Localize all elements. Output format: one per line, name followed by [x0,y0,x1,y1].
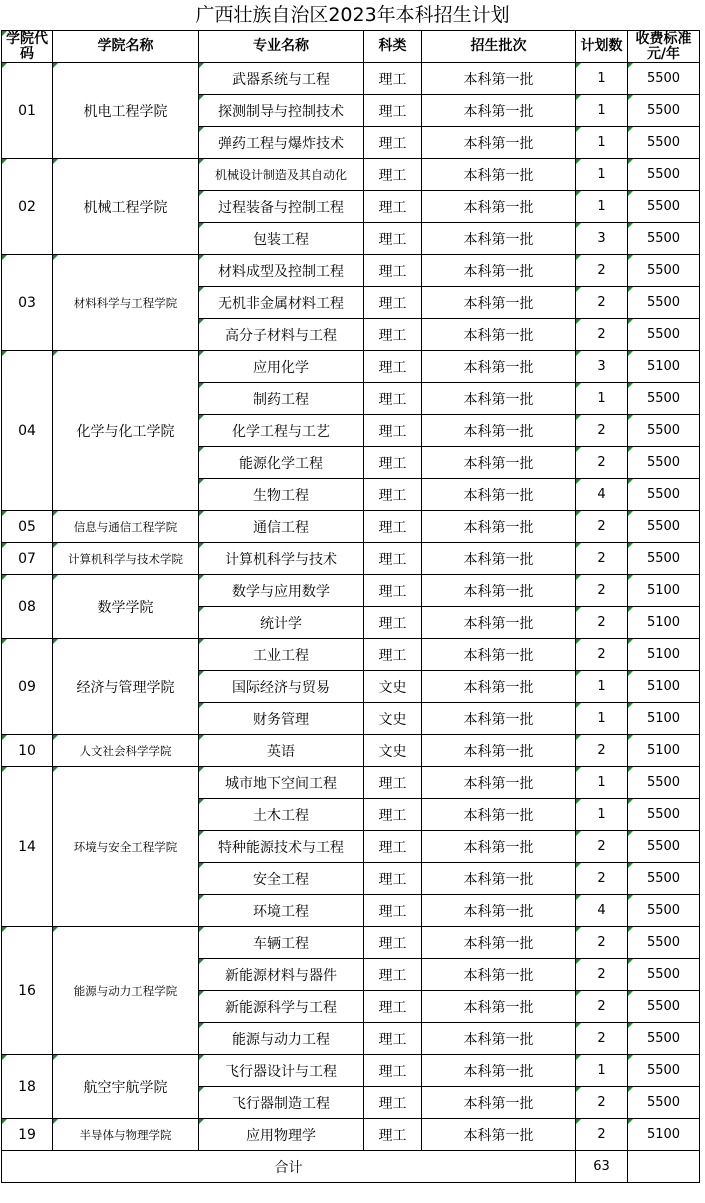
plan-count-cell: 2 [576,447,628,479]
college-name-cell: 环境与安全工程学院 [53,767,199,927]
batch-cell: 本科第一批 [422,991,576,1023]
plan-count-cell: 1 [576,159,628,191]
plan-count-cell: 1 [576,1055,628,1087]
table-row [2,159,700,191]
college-name-cell: 化学与化工学院 [53,351,199,511]
college-code-cell: 14 [2,767,53,927]
college-name-cell: 数学学院 [53,575,199,639]
plan-count-cell: 2 [576,1119,628,1151]
fee-cell: 5500 [628,1023,700,1055]
table-row [2,767,700,799]
batch-cell: 本科第一批 [422,703,576,735]
college-name-cell: 材料科学与工程学院 [53,255,199,351]
fee-cell: 5500 [628,831,700,863]
batch-cell: 本科第一批 [422,607,576,639]
plan-count-cell: 4 [576,479,628,511]
batch-cell: 本科第一批 [422,895,576,927]
college-name-cell: 航空宇航学院 [53,1055,199,1119]
header-code: 学院代码 [2,31,53,63]
major-name-cell: 包装工程 [199,223,364,255]
subject-cell: 理工 [364,415,422,447]
major-name-cell: 数学与应用数学 [199,575,364,607]
fee-cell: 5500 [628,991,700,1023]
college-name-cell: 半导体与物理学院 [53,1119,199,1151]
batch-cell: 本科第一批 [422,959,576,991]
table-row [2,63,700,95]
major-name-cell: 工业工程 [199,639,364,671]
batch-cell: 本科第一批 [422,383,576,415]
subject-cell: 理工 [364,287,422,319]
fee-cell: 5500 [628,1087,700,1119]
header-major: 专业名称 [199,31,364,63]
college-code-cell: 08 [2,575,53,639]
total-fee-cell [628,1151,700,1183]
batch-cell: 本科第一批 [422,351,576,383]
fee-cell: 5100 [628,1119,700,1151]
plan-count-cell: 2 [576,927,628,959]
fee-cell: 5500 [628,95,700,127]
plan-count-cell: 2 [576,575,628,607]
subject-cell: 理工 [364,191,422,223]
batch-cell: 本科第一批 [422,767,576,799]
major-name-cell: 统计学 [199,607,364,639]
subject-cell: 理工 [364,223,422,255]
subject-cell: 理工 [364,127,422,159]
plan-count-cell: 3 [576,223,628,255]
major-name-cell: 探测制导与控制技术 [199,95,364,127]
college-name-cell: 人文社会科学学院 [53,735,199,767]
plan-count-cell: 1 [576,95,628,127]
table-row [2,575,700,607]
plan-count-cell: 1 [576,767,628,799]
plan-count-cell: 2 [576,1023,628,1055]
major-name-cell: 化学工程与工艺 [199,415,364,447]
fee-cell: 5500 [628,415,700,447]
plan-count-cell: 1 [576,703,628,735]
fee-cell: 5500 [628,799,700,831]
major-name-cell: 应用化学 [199,351,364,383]
total-label-cell: 合计 [2,1151,576,1183]
batch-cell: 本科第一批 [422,511,576,543]
fee-cell: 5500 [628,767,700,799]
major-name-cell: 城市地下空间工程 [199,767,364,799]
major-name-cell: 财务管理 [199,703,364,735]
subject-cell: 理工 [364,991,422,1023]
fee-cell: 5100 [628,735,700,767]
major-name-cell: 环境工程 [199,895,364,927]
subject-cell: 理工 [364,447,422,479]
plan-count-cell: 1 [576,63,628,95]
college-code-cell: 10 [2,735,53,767]
major-name-cell: 新能源材料与器件 [199,959,364,991]
plan-count-cell: 2 [576,287,628,319]
batch-cell: 本科第一批 [422,223,576,255]
major-name-cell: 生物工程 [199,479,364,511]
major-name-cell: 能源化学工程 [199,447,364,479]
batch-cell: 本科第一批 [422,831,576,863]
plan-count-cell: 1 [576,383,628,415]
subject-cell: 理工 [364,831,422,863]
batch-cell: 本科第一批 [422,1023,576,1055]
fee-cell: 5100 [628,639,700,671]
fee-cell: 5500 [628,959,700,991]
fee-cell: 5100 [628,575,700,607]
table-row [2,927,700,959]
plan-count-cell: 1 [576,799,628,831]
college-name-cell: 计算机科学与技术学院 [53,543,199,575]
college-code-cell: 19 [2,1119,53,1151]
batch-cell: 本科第一批 [422,735,576,767]
plan-count-cell: 2 [576,1087,628,1119]
major-name-cell: 飞行器设计与工程 [199,1055,364,1087]
batch-cell: 本科第一批 [422,1087,576,1119]
subject-cell: 理工 [364,255,422,287]
college-code-cell: 18 [2,1055,53,1119]
subject-cell: 理工 [364,1023,422,1055]
subject-cell: 理工 [364,351,422,383]
subject-cell: 理工 [364,1119,422,1151]
header-college: 学院名称 [53,31,199,63]
batch-cell: 本科第一批 [422,639,576,671]
subject-cell: 理工 [364,863,422,895]
major-name-cell: 无机非金属材料工程 [199,287,364,319]
college-name-cell: 经济与管理学院 [53,639,199,735]
subject-cell: 理工 [364,607,422,639]
subject-cell: 理工 [364,479,422,511]
subject-cell: 文史 [364,703,422,735]
subject-cell: 理工 [364,799,422,831]
subject-cell: 理工 [364,927,422,959]
header-fee: 收费标准元/年 [628,31,700,63]
subject-cell: 理工 [364,1055,422,1087]
fee-cell: 5100 [628,351,700,383]
fee-cell: 5500 [628,223,700,255]
major-name-cell: 武器系统与工程 [199,63,364,95]
header-plan: 计划数 [576,31,628,63]
fee-cell: 5500 [628,1055,700,1087]
fee-cell: 5500 [628,159,700,191]
table-row [2,1055,700,1087]
subject-cell: 理工 [364,767,422,799]
plan-count-cell: 2 [576,735,628,767]
fee-cell: 5100 [628,671,700,703]
plan-count-cell: 2 [576,255,628,287]
college-code-cell: 03 [2,255,53,351]
fee-cell: 5100 [628,703,700,735]
header-row [2,31,700,63]
subject-cell: 理工 [364,1087,422,1119]
plan-count-cell: 2 [576,543,628,575]
batch-cell: 本科第一批 [422,159,576,191]
enrollment-plan-table [1,30,700,1183]
fee-cell: 5500 [628,447,700,479]
table-row [2,511,700,543]
page-title: 广西壮族自治区2023年本科招生计划 [195,4,510,26]
fee-cell: 5500 [628,479,700,511]
college-code-cell: 05 [2,511,53,543]
college-name-cell: 能源与动力工程学院 [53,927,199,1055]
college-code-cell: 02 [2,159,53,255]
college-name-cell: 信息与通信工程学院 [53,511,199,543]
plan-count-cell: 2 [576,831,628,863]
fee-cell: 5500 [628,255,700,287]
subject-cell: 理工 [364,319,422,351]
major-name-cell: 高分子材料与工程 [199,319,364,351]
total-plan-cell: 63 [576,1151,628,1183]
batch-cell: 本科第一批 [422,447,576,479]
batch-cell: 本科第一批 [422,319,576,351]
plan-count-cell: 1 [576,191,628,223]
table-row [2,543,700,575]
batch-cell: 本科第一批 [422,191,576,223]
major-name-cell: 机械设计制造及其自动化 [199,159,364,191]
major-name-cell: 土木工程 [199,799,364,831]
major-name-cell: 过程装备与控制工程 [199,191,364,223]
batch-cell: 本科第一批 [422,671,576,703]
batch-cell: 本科第一批 [422,927,576,959]
plan-count-cell: 2 [576,607,628,639]
batch-cell: 本科第一批 [422,543,576,575]
fee-cell: 5500 [628,543,700,575]
college-name-cell: 机械工程学院 [53,159,199,255]
fee-cell: 5500 [628,191,700,223]
plan-count-cell: 2 [576,511,628,543]
fee-cell: 5500 [628,863,700,895]
subject-cell: 理工 [364,639,422,671]
batch-cell: 本科第一批 [422,799,576,831]
subject-cell: 理工 [364,895,422,927]
plan-count-cell: 2 [576,639,628,671]
major-name-cell: 新能源科学与工程 [199,991,364,1023]
college-name-cell: 机电工程学院 [53,63,199,159]
table-body [2,31,700,1183]
fee-cell: 5500 [628,895,700,927]
fee-cell: 5500 [628,383,700,415]
subject-cell: 理工 [364,63,422,95]
subject-cell: 理工 [364,159,422,191]
major-name-cell: 国际经济与贸易 [199,671,364,703]
plan-count-cell: 1 [576,127,628,159]
plan-count-cell: 2 [576,415,628,447]
fee-cell: 5500 [628,287,700,319]
major-name-cell: 弹药工程与爆炸技术 [199,127,364,159]
batch-cell: 本科第一批 [422,1055,576,1087]
major-name-cell: 制药工程 [199,383,364,415]
major-name-cell: 计算机科学与技术 [199,543,364,575]
table-row [2,639,700,671]
plan-count-cell: 2 [576,991,628,1023]
fee-cell: 5500 [628,127,700,159]
plan-count-cell: 2 [576,319,628,351]
college-code-cell: 07 [2,543,53,575]
subject-cell: 文史 [364,735,422,767]
subject-cell: 理工 [364,959,422,991]
table-row [2,1119,700,1151]
fee-cell: 5500 [628,319,700,351]
major-name-cell: 安全工程 [199,863,364,895]
subject-cell: 文史 [364,671,422,703]
major-name-cell: 材料成型及控制工程 [199,255,364,287]
major-name-cell: 应用物理学 [199,1119,364,1151]
table-row [2,735,700,767]
subject-cell: 理工 [364,383,422,415]
subject-cell: 理工 [364,95,422,127]
batch-cell: 本科第一批 [422,95,576,127]
college-code-cell: 04 [2,351,53,511]
batch-cell: 本科第一批 [422,287,576,319]
fee-cell: 5100 [628,607,700,639]
subject-cell: 理工 [364,543,422,575]
batch-cell: 本科第一批 [422,415,576,447]
major-name-cell: 英语 [199,735,364,767]
college-code-cell: 09 [2,639,53,735]
plan-count-cell: 3 [576,351,628,383]
plan-count-cell: 2 [576,863,628,895]
header-batch: 招生批次 [422,31,576,63]
plan-count-cell: 1 [576,671,628,703]
subject-cell: 理工 [364,511,422,543]
major-name-cell: 车辆工程 [199,927,364,959]
fee-cell: 5500 [628,511,700,543]
fee-cell: 5500 [628,927,700,959]
plan-count-cell: 4 [576,895,628,927]
total-row [2,1151,700,1183]
header-subject: 科类 [364,31,422,63]
major-name-cell: 飞行器制造工程 [199,1087,364,1119]
batch-cell: 本科第一批 [422,479,576,511]
fee-cell: 5500 [628,63,700,95]
major-name-cell: 能源与动力工程 [199,1023,364,1055]
major-name-cell: 特种能源技术与工程 [199,831,364,863]
table-row [2,351,700,383]
plan-count-cell: 2 [576,959,628,991]
subject-cell: 理工 [364,575,422,607]
major-name-cell: 通信工程 [199,511,364,543]
college-code-cell: 16 [2,927,53,1055]
batch-cell: 本科第一批 [422,255,576,287]
batch-cell: 本科第一批 [422,63,576,95]
college-code-cell: 01 [2,63,53,159]
batch-cell: 本科第一批 [422,127,576,159]
batch-cell: 本科第一批 [422,1119,576,1151]
batch-cell: 本科第一批 [422,575,576,607]
batch-cell: 本科第一批 [422,863,576,895]
table-row [2,255,700,287]
